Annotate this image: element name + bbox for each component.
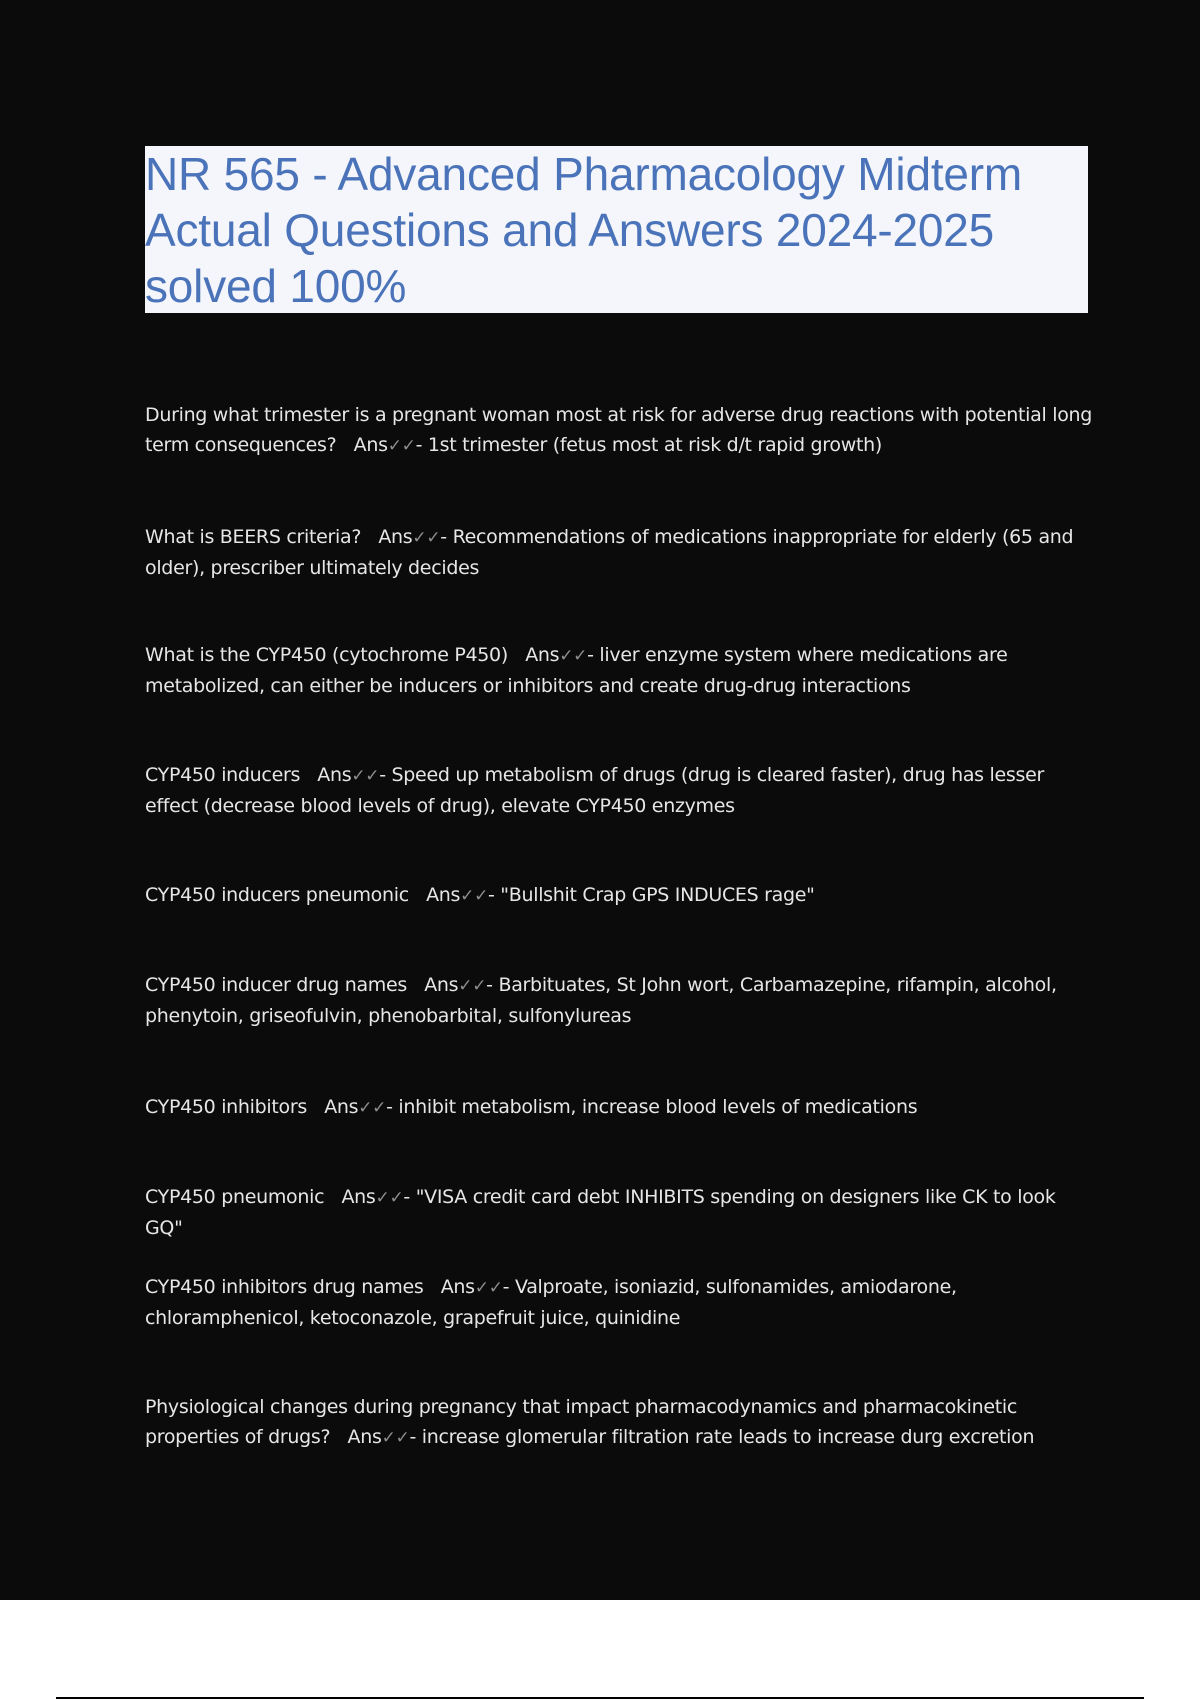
qa-question: CYP450 inducer drug names <box>145 974 408 996</box>
ans-label: Ans <box>424 974 459 996</box>
ans-label: Ans <box>525 644 560 666</box>
ans-label: Ans <box>353 434 388 456</box>
qa-item <box>145 1182 1095 1243</box>
qa-item <box>145 640 1095 701</box>
qa-item <box>145 1392 1095 1453</box>
qa-question: What is the CYP450 (cytochrome P450) <box>145 644 508 666</box>
qa-answer: - increase glomerular filtration rate leads to increase durg excretion <box>409 1426 1035 1448</box>
qa-item <box>145 970 1095 1031</box>
qa-question: CYP450 inhibitors drug names <box>145 1276 424 1298</box>
double-check-icon: ✓✓ <box>458 976 487 996</box>
qa-question: During what trimester is a pregnant woman most at risk for adverse drug reactions with potential long term consequences? <box>145 404 1093 456</box>
qa-answer: - inhibit metabolism, increase blood levels of medications <box>386 1096 918 1118</box>
qa-question: CYP450 inhibitors <box>145 1096 307 1118</box>
qa-item <box>145 400 1095 461</box>
ans-label: Ans <box>426 884 461 906</box>
document-title: NR 565 - Advanced Pharmacology Midterm Actual Questions and Answers 2024-2025 solved 100% <box>145 148 1023 312</box>
double-check-icon: ✓✓ <box>375 1188 404 1208</box>
footer-divider <box>56 1697 1144 1699</box>
qa-answer: - Valproate, isoniazid, sulfonamides, amiodarone, chloramphenicol, ketoconazole, grapefruit juice, quinidine <box>145 1276 957 1329</box>
ans-label: Ans <box>378 526 413 548</box>
qa-item <box>145 522 1095 583</box>
qa-answer: - "VISA credit card debt INHIBITS spending on designers like CK to look GQ" <box>145 1186 1056 1239</box>
page-footer <box>0 1600 1200 1700</box>
qa-item <box>145 760 1095 821</box>
ans-label: Ans <box>440 1276 475 1298</box>
ans-label: Ans <box>347 1426 382 1448</box>
double-check-icon: ✓✓ <box>460 886 489 906</box>
ans-label: Ans <box>341 1186 376 1208</box>
qa-answer: - Recommendations of medications inappropriate for elderly (65 and older), prescriber ultimately decides <box>145 526 1074 579</box>
double-check-icon: ✓✓ <box>381 1428 410 1448</box>
qa-answer: - Speed up metabolism of drugs (drug is cleared faster), drug has lesser effect (decrease blood levels of drug), elevate CYP450 enzymes <box>145 764 1044 817</box>
qa-item <box>145 1092 1095 1123</box>
title-box <box>145 146 1088 313</box>
qa-question: CYP450 inducers pneumonic <box>145 884 409 906</box>
qa-answer: - Barbituates, St John wort, Carbamazepine, rifampin, alcohol, phenytoin, griseofulvin, phenobarbital, sulfonylureas <box>145 974 1057 1027</box>
double-check-icon: ✓✓ <box>387 436 416 456</box>
qa-item <box>145 1272 1095 1333</box>
ans-label: Ans <box>317 764 352 786</box>
double-check-icon: ✓✓ <box>412 528 441 548</box>
qa-answer: - liver enzyme system where medications are metabolized, can either be inducers or inhibitors and create drug-drug interactions <box>145 644 1008 697</box>
qa-question: CYP450 pneumonic <box>145 1186 325 1208</box>
double-check-icon: ✓✓ <box>358 1098 387 1118</box>
qa-question: Physiological changes during pregnancy that impact pharmacodynamics and pharmacokinetic properties of drugs? <box>145 1396 1018 1448</box>
double-check-icon: ✓✓ <box>351 766 380 786</box>
ans-label: Ans <box>324 1096 359 1118</box>
qa-question: What is BEERS criteria? <box>145 526 362 548</box>
double-check-icon: ✓✓ <box>474 1278 503 1298</box>
qa-question: CYP450 inducers <box>145 764 301 786</box>
qa-answer: - 1st trimester (fetus most at risk d/t rapid growth) <box>415 434 882 456</box>
qa-answer: - "Bullshit Crap GPS INDUCES rage" <box>488 884 815 906</box>
qa-item <box>145 880 1095 911</box>
double-check-icon: ✓✓ <box>559 646 588 666</box>
